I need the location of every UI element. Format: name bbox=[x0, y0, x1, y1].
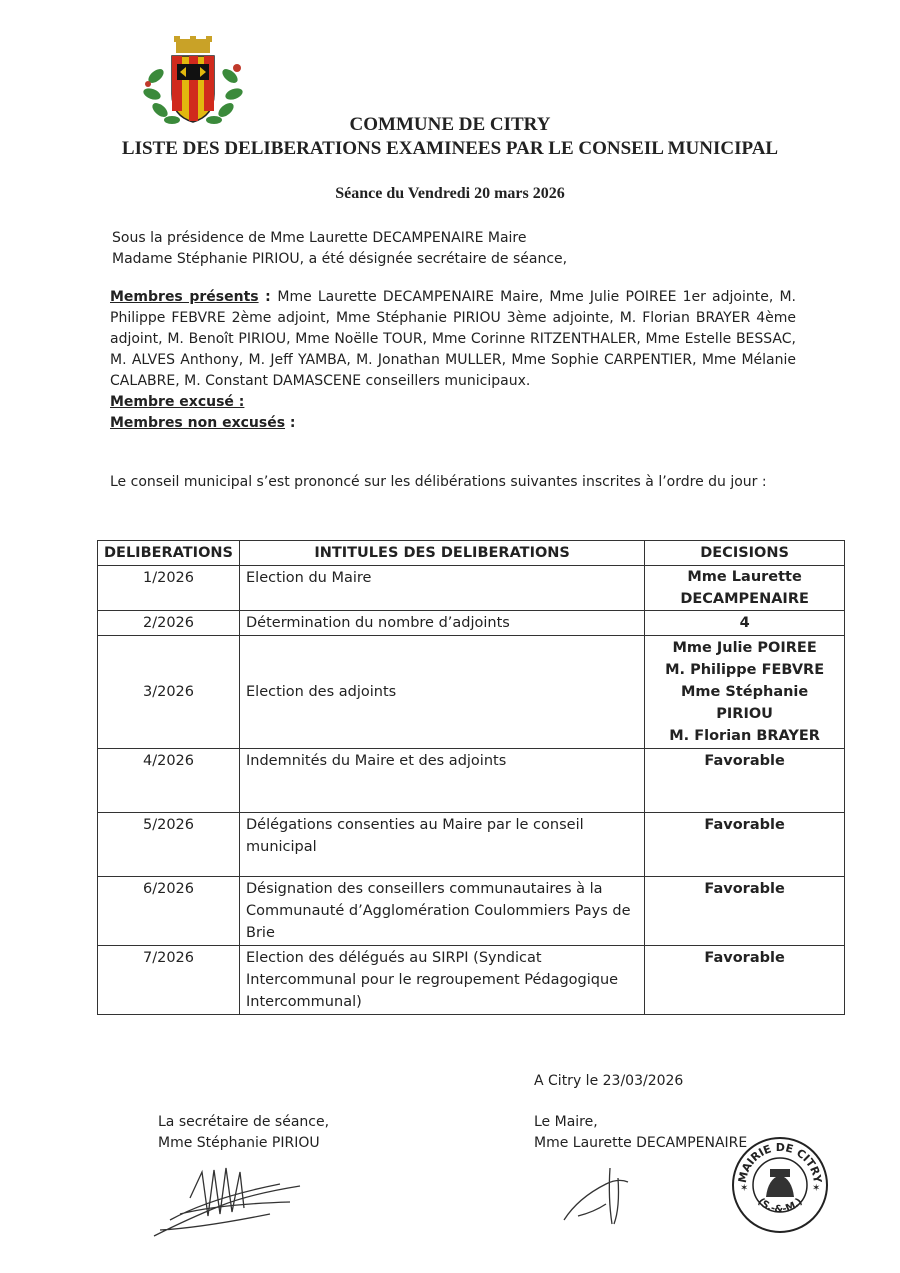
deliberation-number: 1/2026 bbox=[98, 566, 240, 611]
column-header: DECISIONS bbox=[645, 541, 845, 566]
deliberation-decision: Favorable bbox=[645, 877, 845, 946]
deliberation-title: Election des délégués au SIRPI (Syndicat Intercommunal pour le regroupement Pédagogique Intercommunal) bbox=[240, 946, 645, 1015]
members-present-list: Mme Laurette DECAMPENAIRE Maire, Mme Julie POIREE 1er adjointe, M. Philippe FEBVRE 2ème adjoint, Mme Stéphanie PIRIOU 3ème adjointe, M. Florian BRAYER 4ème adjoint, M. Benoît PIRIOU, Mme Noëlle TOUR, Mme Corinne RITZENTHALER, Mme Estelle BESSAC, M. ALVES Anthony, M. Jeff YAMBA, M. Jonathan MULLER, Mme Sophie CARPENTIER, Mme Mélanie CALABRE, M. Constant DAMASCENE conseillers municipaux. bbox=[110, 289, 796, 389]
secretary-block bbox=[158, 1112, 329, 1154]
deliberation-decision: Favorable bbox=[645, 749, 845, 813]
deliberation-decision: Mme Julie POIREE M. Philippe FEBVRE Mme Stéphanie PIRIOU M. Florian BRAYER bbox=[645, 636, 845, 749]
deliberation-number: 7/2026 bbox=[98, 946, 240, 1015]
mayor-block bbox=[534, 1112, 747, 1154]
deliberation-title: Election du Maire bbox=[240, 566, 645, 611]
deliberation-decision: Mme Laurette DECAMPENAIRE bbox=[645, 566, 845, 611]
mayor-signature bbox=[558, 1158, 638, 1228]
deliberation-title: Election des adjoints bbox=[240, 636, 645, 749]
mairie-stamp bbox=[730, 1135, 830, 1235]
table-row bbox=[98, 611, 845, 636]
secretary-designation: Madame Stéphanie PIRIOU, a été désignée secrétaire de séance, bbox=[112, 251, 568, 267]
intro-text: Le conseil municipal s’est prononcé sur les délibérations suivantes inscrites à l’ordre du jour : bbox=[110, 474, 767, 490]
presidence-line: Sous la présidence de Mme Laurette DECAMPENAIRE Maire bbox=[112, 230, 527, 246]
deliberation-decision: 4 bbox=[645, 611, 845, 636]
deliberation-number: 6/2026 bbox=[98, 877, 240, 946]
deliberation-decision: Favorable bbox=[645, 813, 845, 877]
deliberation-title: Détermination du nombre d’adjoints bbox=[240, 611, 645, 636]
table-row bbox=[98, 566, 845, 611]
table-row bbox=[98, 946, 845, 1015]
table-row bbox=[98, 636, 845, 749]
secretary-role: La secrétaire de séance, bbox=[158, 1114, 330, 1130]
document-title: LISTE DES DELIBERATIONS EXAMINEES PAR LE CONSEIL MUNICIPAL bbox=[121, 138, 779, 159]
deliberation-number: 2/2026 bbox=[98, 611, 240, 636]
deliberation-decision: Favorable bbox=[645, 946, 845, 1015]
deliberation-title: Désignation des conseillers communautaires à la Communauté d’Agglomération Coulommiers Pays de Brie bbox=[240, 877, 645, 946]
secretary-name: Mme Stéphanie PIRIOU bbox=[158, 1135, 320, 1151]
members-present-label: Membres présents bbox=[110, 289, 259, 305]
column-header: INTITULES DES DELIBERATIONS bbox=[240, 541, 645, 566]
mayor-name: Mme Laurette DECAMPENAIRE bbox=[534, 1135, 748, 1151]
deliberation-number: 3/2026 bbox=[98, 636, 240, 749]
deliberation-number: 5/2026 bbox=[98, 813, 240, 877]
column-header: DELIBERATIONS bbox=[98, 541, 240, 566]
table-row bbox=[98, 813, 845, 877]
presidence-block bbox=[112, 228, 567, 270]
members-excused-label: Membre excusé : bbox=[110, 394, 245, 410]
members-block bbox=[110, 287, 796, 434]
members-not-excused-label: Membres non excusés bbox=[110, 415, 286, 431]
svg-text:(S.-&-M.) bbox=[755, 1196, 805, 1215]
mayor-role: Le Maire, bbox=[534, 1114, 598, 1130]
deliberations-table bbox=[97, 540, 845, 1015]
stamp-top-text: MAIRIE DE CITRY bbox=[735, 1140, 825, 1185]
session-date: Séance du Vendredi 20 mars 2026 bbox=[335, 185, 565, 202]
table-row bbox=[98, 749, 845, 813]
deliberation-number: 4/2026 bbox=[98, 749, 240, 813]
members-not-excused: Membres non excusés : bbox=[110, 415, 296, 431]
deliberation-title: Indemnités du Maire et des adjoints bbox=[240, 749, 645, 813]
table-row bbox=[98, 877, 845, 946]
deliberation-title: Délégations consenties au Maire par le conseil municipal bbox=[240, 813, 645, 877]
commune-title: COMMUNE DE CITRY bbox=[349, 114, 551, 135]
members-present: Membres présents : Mme Laurette DECAMPENAIRE Maire, Mme Julie POIREE 1er adjointe, M. Philippe FEBVRE 2ème adjoint, Mme Stéphanie PIRIOU 3ème adjointe, M. Florian BRAYER 4ème adjoint, M. Benoît PIRIOU, Mme Noëlle TOUR, Mme Corinne RITZENTHALER, Mme Estelle BESSAC, M. ALVES Anthony, M. Jeff YAMBA, M. Jonathan MULLER, Mme Sophie CARPENTIER, Mme Mélanie CALABRE, M. Constant DAMASCENE conseillers municipaux. bbox=[110, 289, 796, 389]
secretary-signature bbox=[150, 1158, 310, 1248]
place-date: A Citry le 23/03/2026 bbox=[534, 1073, 684, 1089]
stamp-bottom-text: (S.-&-M.) bbox=[755, 1196, 805, 1216]
svg-text:✶: ✶ bbox=[740, 1183, 749, 1194]
table-header-row bbox=[98, 541, 845, 566]
svg-text:✶: ✶ bbox=[812, 1183, 821, 1194]
